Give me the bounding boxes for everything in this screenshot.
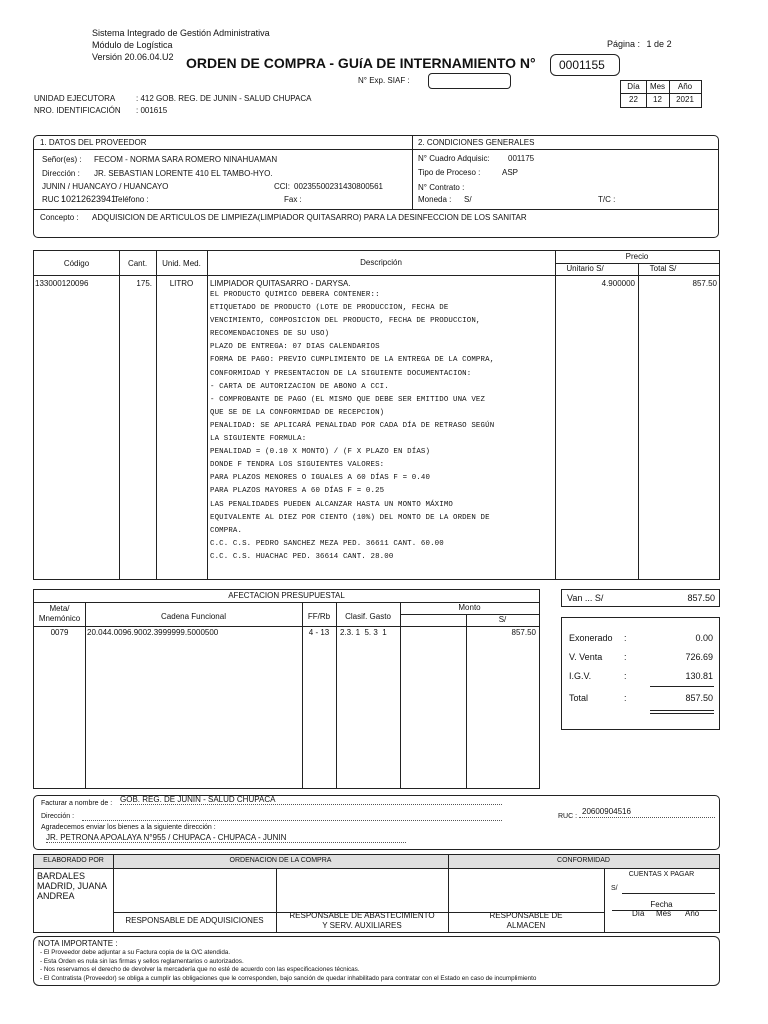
tipo-proceso-value: ASP — [502, 168, 519, 177]
billing-ruc-value: 20600904516 — [582, 807, 631, 816]
col-moneda: S/ — [498, 615, 507, 624]
exonerado-colon: : — [624, 633, 627, 643]
date-month-value: 12 — [653, 95, 662, 104]
page-label: Página : — [607, 39, 641, 49]
col-descripcion: Descripción — [360, 258, 402, 267]
cuadro-value: 001175 — [508, 154, 535, 163]
van-box — [561, 589, 720, 607]
concepto-label: Concepto : — [40, 213, 79, 222]
col-unitario: Unitario S/ — [566, 264, 604, 273]
unidad-value: : 412 GOB. REG. DE JUNIN - SALUD CHUPACA — [136, 94, 312, 103]
billing-direccion-label: Dirección : — [41, 813, 75, 820]
description-line: LA SIGUIENTE FORMULA: — [210, 435, 307, 444]
budget-meta: 0079 — [50, 628, 69, 637]
venta-label: V. Venta — [569, 652, 603, 662]
fecha-mes: Mes — [656, 909, 672, 918]
col-unid: Unid. Med. — [162, 259, 201, 268]
col-cant: Cant. — [127, 259, 148, 268]
budget-clasif: 2.3. 1 5. 3 1 — [340, 628, 387, 637]
description-line: ETIQUETADO DE PRODUCTO (LOTE DE PRODUCCION, FECHA DE — [210, 304, 449, 313]
elaborado-name: BARDALES MADRID, JUANA ANDREA — [37, 871, 108, 901]
description-line: PLAZO DE ENTREGA: 07 DIAS CALENDARIOS — [210, 343, 380, 352]
siaf-label: N° Exp. SIAF : — [358, 76, 410, 85]
ruc-label: RUC : — [42, 195, 64, 204]
fecha-label: Fecha — [650, 900, 673, 909]
system-name: Sistema Integrado de Gestión Administrativa — [92, 28, 270, 38]
items-table — [33, 250, 720, 580]
nro-value: : 001615 — [136, 106, 168, 115]
ruc-value: 10212623941 — [61, 194, 117, 204]
description-line: PARA PLAZOS MAYORES A 60 DÍAS F = 0.25 — [210, 487, 385, 496]
resp-adquisiciones: RESPONSABLE DE ADQUISICIONES — [125, 916, 264, 925]
cuentas-soles-label: S/ — [611, 885, 618, 892]
col-clasif: Clasif. Gasto — [345, 612, 391, 621]
description-line: QUE SE DE LA CONFORMIDAD DE RECEPCION) — [210, 408, 385, 417]
note-line: - Esta Orden es nula sin las firmas y sellos reglamentarios o autorizados. — [40, 957, 244, 965]
description-line: EL PRODUCTO QUIMICO DEBERA CONTENER:: — [210, 291, 380, 299]
item-unid: LITRO — [169, 279, 194, 288]
budget-table — [33, 589, 540, 789]
description-line: - COMPROBANTE DE PAGO (EL MISMO QUE DEBE SER EMITIDO UNA VEZ — [210, 395, 486, 404]
description-line: PENALIDAD: SE APLICARÁ PENALIDAD POR CADA DÍA DE RETRASO SEGÚN — [210, 421, 495, 430]
cuadro-label: N° Cuadro Adquisic: — [418, 154, 490, 163]
description-line: PARA PLAZOS MENORES O IGUALES A 60 DÍAS F = 0.40 — [210, 474, 431, 483]
budget-ffrb: 4 - 13 — [308, 628, 330, 637]
tipo-proceso-label: Tipo de Proceso : — [418, 168, 481, 177]
concepto-value: ADQUISICION DE ARTICULOS DE LIMPIEZA(LIMPIADOR QUITASARRO) PARA LA DESINFECCION DE LOS SANITAR — [92, 213, 527, 222]
agradecemos-text: Agradecemos enviar los bienes a la siguiente dirección : — [41, 824, 216, 831]
siaf-field — [428, 73, 511, 89]
col-precio: Precio — [625, 252, 649, 261]
totals-box — [561, 617, 720, 730]
resp-almacen: RESPONSABLE DE ALMACEN — [489, 911, 563, 930]
col-meta: Meta/ Mnemónico — [38, 604, 81, 623]
date-month-header: Mes — [649, 82, 666, 91]
description-line: C.C. C.S. PEDRO SANCHEZ MEZA PED. 36611 CANT. 60.00 — [210, 539, 444, 548]
note-line: - El Proveedor debe adjuntar a su Factura copia de la O/C atendida. — [40, 949, 231, 956]
notes-list — [40, 949, 536, 984]
conformidad-header: CONFORMIDAD — [557, 857, 610, 864]
description-line: DONDE F TENDRA LOS SIGUIENTES VALORES: — [210, 461, 385, 470]
description-line: COMPRA. — [210, 526, 243, 535]
moneda-value: S/ — [464, 195, 472, 204]
provider-section — [33, 135, 719, 238]
van-value: 857.50 — [687, 593, 715, 603]
fax-label: Fax : — [284, 195, 302, 204]
venta-value: 726.69 — [685, 652, 713, 662]
direccion-value: JR. SEBASTIAN LORENTE 410 EL TAMBO-HYO. — [94, 169, 273, 178]
fecha-anio: Año — [685, 909, 700, 918]
tc-label: T/C : — [598, 195, 616, 204]
elaborado-header: ELABORADO POR — [43, 857, 104, 864]
budget-title: AFECTACION PRESUPUESTAL — [228, 591, 345, 600]
conditions-section-title: 2. CONDICIONES GENERALES — [418, 138, 535, 147]
fecha-dia: Día — [632, 909, 645, 918]
description-line: PENALIDAD = (0.10 X MONTO) / (F X PLAZO EN DÍAS) — [210, 448, 431, 457]
total-value: 857.50 — [685, 693, 713, 703]
description-line: RECOMENDACIONES DE SU USO) — [210, 330, 330, 339]
description-line: LAS PENALIDADES PUEDEN ALCANZAR HASTA UN MONTO MÁXIMO — [210, 500, 454, 509]
version-label: Versión 20.06.04.U2 — [92, 52, 174, 62]
signatures-table — [33, 854, 720, 933]
budget-cadena: 20.044.0096.9002.3999999.5000500 — [87, 628, 219, 637]
facturar-label: Facturar a nombre de : — [41, 800, 113, 807]
notes-title: NOTA IMPORTANTE : — [38, 939, 118, 948]
delivery-address: JR. PETRONA APOALAYA N°955 / CHUPACA - CHUPACA - JUNIN — [46, 833, 287, 842]
description-line: FORMA DE PAGO: PREVIO CUMPLIMIENTO DE LA ENTREGA DE LA COMPRA, — [210, 356, 495, 365]
cci-label: CCI: — [274, 182, 290, 191]
cuentas-pagar-label: CUENTAS X PAGAR — [628, 871, 695, 878]
description-line: - CARTA DE AUTORIZACION DE ABONO A CCI. — [210, 382, 389, 391]
date-year-value: 2021 — [676, 95, 694, 104]
col-total: Total S/ — [649, 264, 677, 273]
item-description — [210, 289, 494, 564]
senores-label: Señor(es) : — [42, 155, 82, 164]
billing-section — [33, 795, 720, 850]
page-indicator — [607, 39, 672, 49]
notes-section — [33, 936, 720, 986]
description-line: CONFORMIDAD Y PRESENTACION DE LA SIGUIENTE DOCUMENTACION: — [210, 369, 472, 378]
document-title: ORDEN DE COMPRA - GUíA DE INTERNAMIENTO N° — [186, 55, 536, 71]
description-line: VENCIMIENTO, COMPOSICION DEL PRODUCTO, FECHA DE PRODUCCION, — [210, 317, 481, 326]
col-ffrb: FF/Rb — [307, 612, 331, 621]
contrato-label: N° Contrato : — [418, 183, 465, 192]
unidad-label: UNIDAD EJECUTORA — [34, 94, 116, 103]
direccion-label: Dirección : — [42, 169, 80, 178]
col-codigo: Código — [63, 259, 90, 268]
moneda-label: Moneda : — [418, 195, 452, 204]
module-name: Módulo de Logística — [92, 40, 173, 50]
item-title: LIMPIADOR QUITASARRO - DARYSA. — [210, 279, 351, 288]
item-cant: 175. — [136, 279, 152, 288]
col-monto: Monto — [458, 603, 481, 612]
date-day-value: 22 — [629, 95, 638, 104]
provider-location: JUNIN / HUANCAYO / HUANCAYO — [42, 182, 169, 191]
budget-monto: 857.50 — [511, 628, 536, 637]
provider-section-title: 1. DATOS DEL PROVEEDOR — [40, 138, 147, 147]
cci-value: 00235500231430800561 — [294, 182, 383, 191]
exonerado-value: 0.00 — [695, 633, 713, 643]
total-label: Total — [569, 693, 589, 703]
telefono-label: Teléfono : — [114, 195, 149, 204]
date-table — [620, 80, 702, 108]
ordenacion-header: ORDENACION DE LA COMPRA — [229, 857, 332, 864]
facturar-value: GOB. REG. DE JUNIN - SALUD CHUPACA — [120, 795, 276, 804]
exonerado-label: Exonerado — [569, 633, 613, 643]
order-number: 0001155 — [550, 54, 620, 76]
page-value: 1 de 2 — [646, 39, 672, 49]
billing-ruc-label: RUC : — [558, 813, 578, 820]
nro-label: NRO. IDENTIFICACIÓN — [34, 106, 121, 115]
description-line: EQUIVALENTE AL DIEZ POR CIENTO (10%) DEL MONTO DE LA ORDEN DE — [210, 513, 490, 522]
col-cadena: Cadena Funcional — [161, 612, 226, 621]
date-day-header: Día — [627, 82, 640, 91]
date-year-header: Año — [677, 82, 693, 91]
igv-label: I.G.V. — [569, 671, 592, 681]
resp-abastecimiento: RESPONSABLE DE ABASTECIMIENTO Y SERV. AUXILIARES — [289, 911, 435, 930]
item-unitario: 4.900000 — [601, 279, 635, 288]
venta-colon: : — [624, 652, 627, 662]
note-line: - El Contratista (Proveedor) se obliga a cumplir las obligaciones que le corresponden, bajo sanción de quedar inhabilitado para contratar con el Estado en caso de incumplimiento — [40, 975, 537, 983]
item-codigo: 133000120096 — [35, 279, 89, 288]
item-total: 857.50 — [692, 279, 717, 288]
igv-colon: : — [624, 671, 627, 681]
senores-value: FECOM - NORMA SARA ROMERO NINAHUAMAN — [94, 155, 278, 164]
total-colon: : — [624, 693, 627, 703]
van-label: Van ... S/ — [567, 593, 604, 603]
note-line: - Nos reservamos el derecho de devolver la mercadería que no esté de acuerdo con las especificaciones técnicas. — [40, 966, 360, 974]
igv-value: 130.81 — [685, 671, 713, 681]
description-line: C.C. C.S. HUACHAC PED. 36614 CANT. 28.00 — [210, 552, 394, 561]
